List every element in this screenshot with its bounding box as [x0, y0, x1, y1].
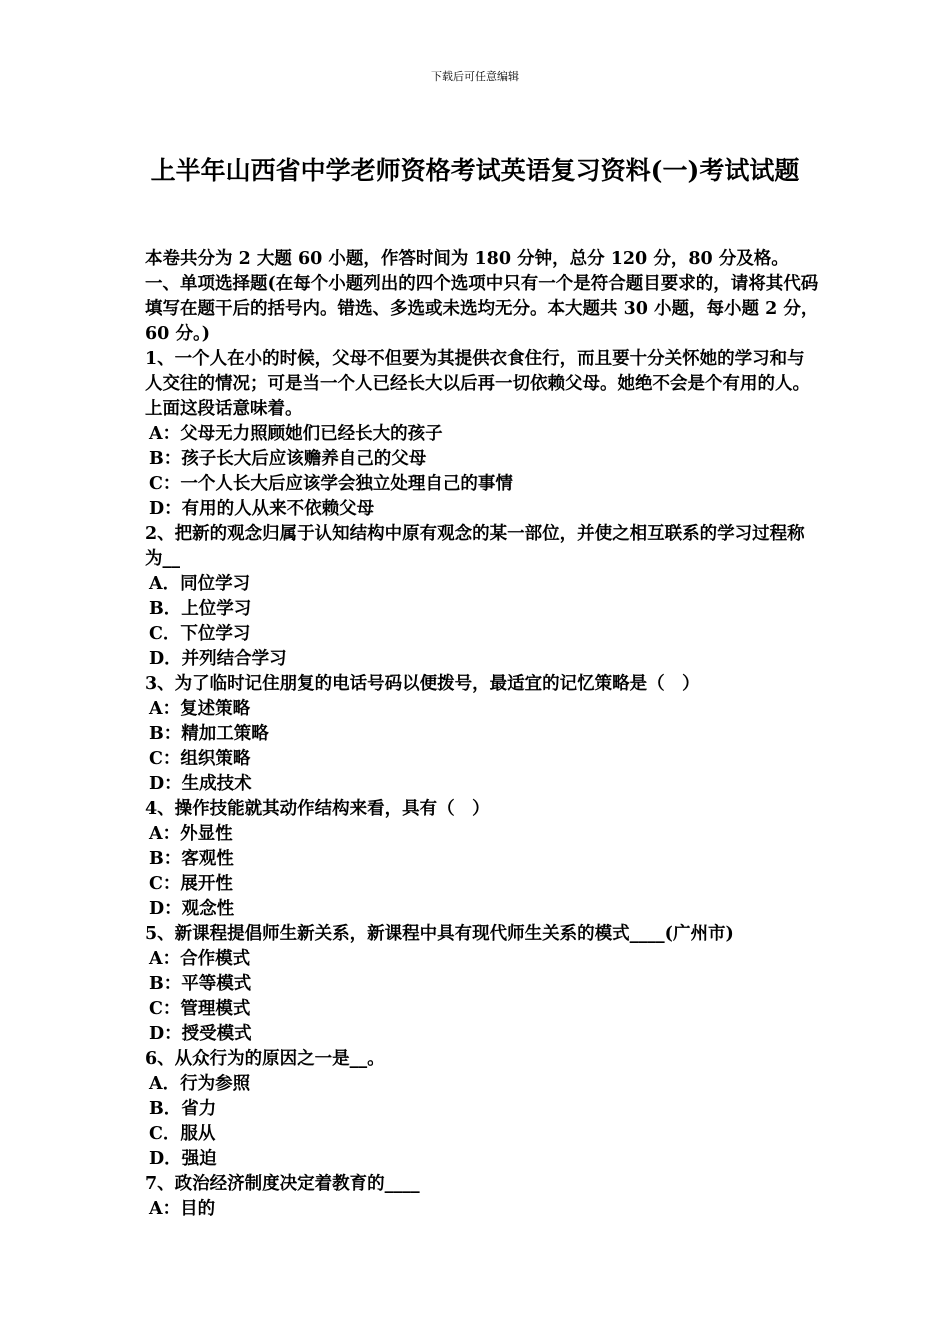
document-body: [145, 247, 820, 1222]
question-6: [145, 1047, 820, 1172]
option-d: D：观念性: [149, 899, 235, 919]
question-text: 7、政治经济制度决定着教育的____: [145, 1174, 420, 1194]
question-4: [145, 797, 820, 922]
option-b: B．省力: [149, 1099, 217, 1119]
question-text: 4、操作技能就其动作结构来看，具有（ ）: [145, 799, 490, 819]
option-a: A：复述策略: [149, 699, 251, 719]
option-a: A：合作模式: [149, 949, 251, 969]
option-a: A．行为参照: [149, 1074, 251, 1094]
option-b: B：精加工策略: [149, 724, 269, 744]
question-5: [145, 922, 820, 1047]
option-c: C：展开性: [149, 874, 233, 894]
page-title: 上半年山西省中学老师资格考试英语复习资料(一)考试试题: [150, 156, 800, 185]
header-note: 下载后可任意编辑: [431, 70, 519, 83]
question-text: 3、为了临时记住朋复的电话号码以便拨号，最适宜的记忆策略是（ ）: [145, 674, 700, 694]
intro-text: 本卷共分为 2 大题 60 小题，作答时间为 180 分钟，总分 120 分，80 分及格。: [145, 249, 789, 269]
option-d: D：授受模式: [149, 1024, 252, 1044]
option-c: C：组织策略: [149, 749, 251, 769]
question-text: 5、新课程提倡师生新关系，新课程中具有现代师生关系的模式____(广州市): [145, 924, 734, 944]
option-d: D：有用的人从来不依赖父母: [149, 499, 375, 519]
option-b: B：孩子长大后应该赡养自己的父母: [149, 449, 427, 469]
question-3: [145, 672, 820, 797]
option-d: D．强迫: [149, 1149, 217, 1169]
option-b: B．上位学习: [149, 599, 252, 619]
option-a: A．同位学习: [149, 574, 251, 594]
question-2: [145, 522, 820, 672]
option-b: B：客观性: [149, 849, 234, 869]
option-c: C：管理模式: [149, 999, 251, 1019]
question-text: 1、一个人在小的时候，父母不但要为其提供衣食住行，而且要十分关怀她的学习和与人交往的情况；可是当一个人已经长大以后再一切依赖父母。她绝不会是个有用的人。上面这段话意味着。: [145, 349, 810, 419]
option-d: D：生成技术: [149, 774, 252, 794]
question-1: [145, 347, 820, 522]
option-a: A：目的: [149, 1199, 216, 1219]
question-7: [145, 1172, 820, 1222]
option-c: C．下位学习: [149, 624, 251, 644]
question-text: 6、从众行为的原因之一是__。: [145, 1049, 385, 1069]
option-c: C．服从: [149, 1124, 216, 1144]
section-heading: 一、单项选择题(在每个小题列出的四个选项中只有一个是符合题目要求的，请将其代码填写在题干后的括号内。错选、多选或未选均无分。本大题共 30 小题，每小题 2 分，60 分。): [145, 274, 819, 344]
option-a: A：外显性: [149, 824, 233, 844]
option-d: D．并列结合学习: [149, 649, 287, 669]
option-c: C：一个人长大后应该学会独立处理自己的事情: [149, 474, 513, 494]
option-b: B：平等模式: [149, 974, 252, 994]
option-a: A：父母无力照顾她们已经长大的孩子: [149, 424, 443, 444]
question-text: 2、把新的观念归属于认知结构中原有观念的某一部位，并使之相互联系的学习过程称为__: [145, 524, 805, 569]
